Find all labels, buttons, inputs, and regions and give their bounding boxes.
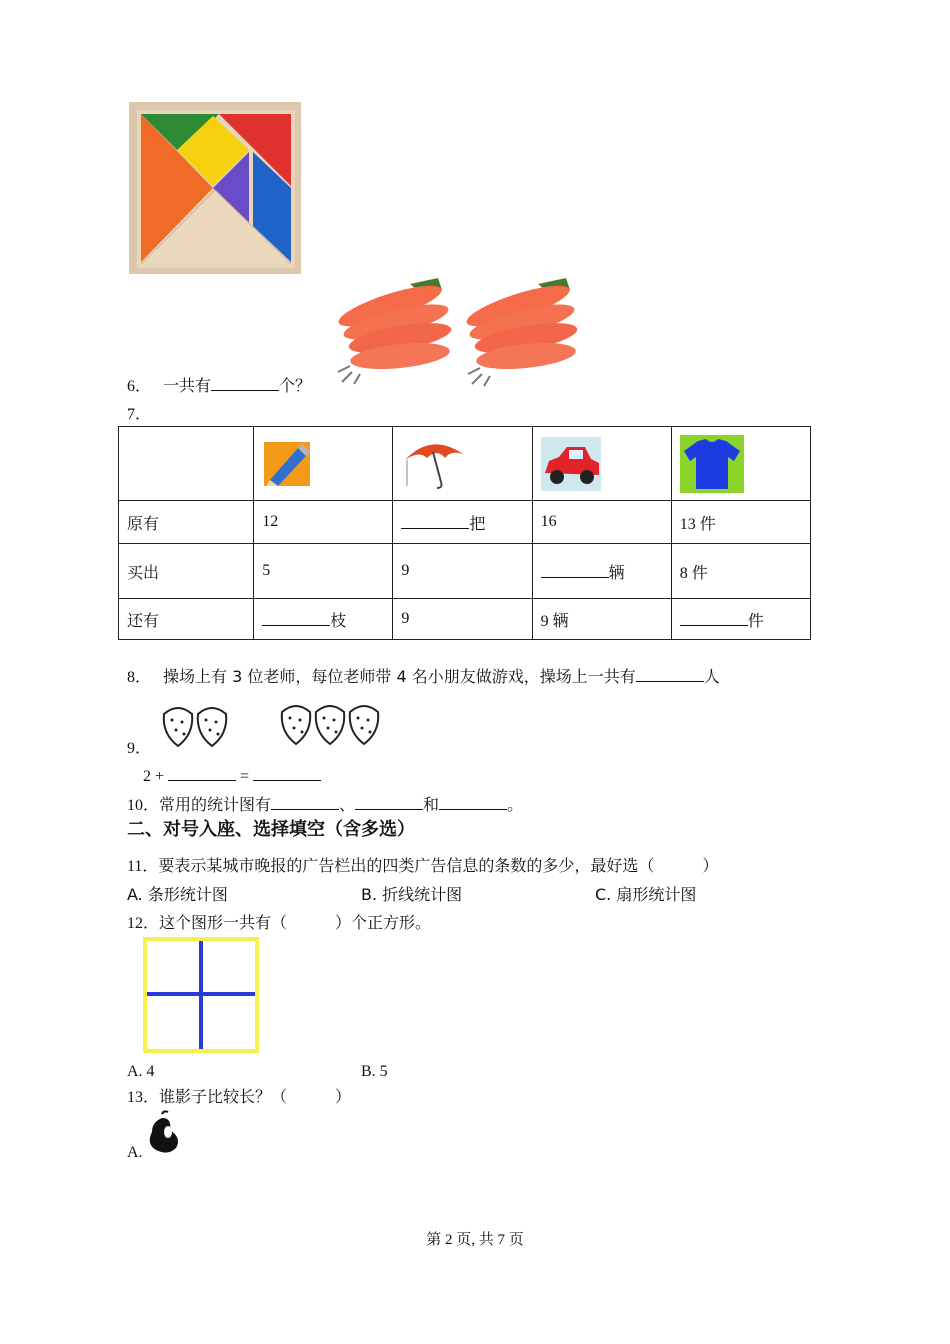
tangram-image [129, 102, 301, 274]
answer-blank[interactable] [262, 611, 330, 626]
question-6: 6． 一共有 个？ [127, 376, 312, 395]
option-b[interactable]: B. 5 [361, 1063, 388, 1080]
question-10: 10．常用的统计图有 、 和 。 [127, 795, 524, 814]
option-a[interactable]: A. 条形统计图 [127, 885, 228, 904]
question-9: 9． [127, 740, 152, 757]
option-b[interactable]: B. 折线统计图 [361, 885, 463, 904]
answer-blank[interactable] [271, 795, 339, 810]
answer-blank[interactable] [253, 766, 321, 781]
question-9-equation: 2 + = [143, 766, 321, 787]
carrot-bundle-left [335, 278, 453, 384]
page-footer: 第 2 页, 共 7 页 [426, 1232, 524, 1248]
carrot-bundle-right [463, 278, 579, 386]
question-13: 13．谁影子比较长？（ ） [127, 1087, 352, 1106]
answer-blank[interactable] [401, 514, 469, 529]
question-8: 8． 操场上有 3 位老师，每位老师带 4 名小朋友做游戏，操场上一共有 人 [127, 667, 720, 686]
answer-blank[interactable] [211, 376, 279, 391]
strawberries-image [160, 700, 390, 748]
pencil-icon [264, 442, 310, 486]
pear-shadow-image [146, 1110, 182, 1154]
option-c[interactable]: C. 扇形统计图 [595, 885, 697, 904]
umbrella-icon [401, 436, 469, 492]
answer-blank[interactable] [355, 795, 423, 810]
question-7: 7． [127, 406, 152, 423]
statistics-table: 原有 12 把 16 13 件 买出 5 9 辆 8 件 还有 枝 9 9 辆 件 [118, 426, 811, 640]
answer-blank[interactable] [168, 766, 236, 781]
carrots-image [330, 276, 580, 388]
answer-blank[interactable] [439, 795, 507, 810]
question-11: 11．要表示某城市晚报的广告栏出的四类广告信息的条数的多少，最好选（ ） [127, 856, 719, 875]
option-a[interactable]: A. [127, 1144, 143, 1161]
answer-blank[interactable] [680, 611, 748, 626]
question-12: 12．这个图形一共有（ ）个正方形。 [127, 913, 432, 932]
tshirt-icon [680, 435, 744, 493]
answer-blank[interactable] [636, 667, 704, 682]
square-figure [143, 937, 259, 1053]
section-heading: 二、对号入座、选择填空（含多选） [127, 819, 415, 840]
answer-blank[interactable] [541, 563, 609, 578]
option-a[interactable]: A. 4 [127, 1063, 155, 1080]
car-icon [541, 437, 601, 491]
